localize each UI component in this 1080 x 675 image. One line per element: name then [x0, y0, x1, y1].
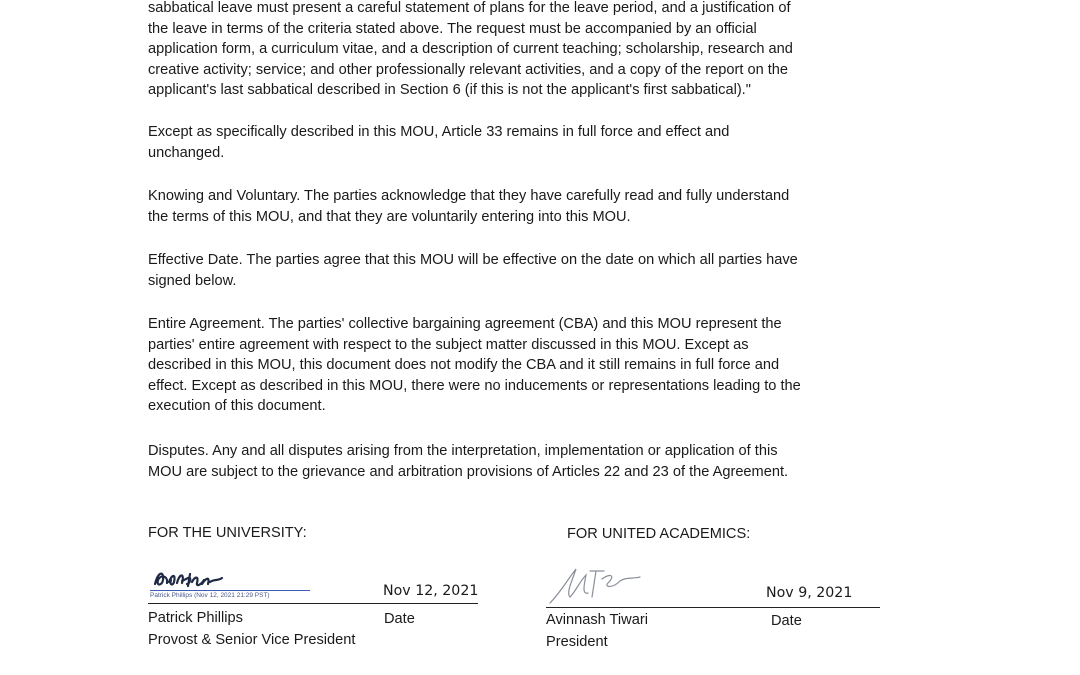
paragraph-effective-date — [148, 250, 928, 291]
union-heading: FOR UNITED ACADEMICS: — [567, 526, 751, 542]
university-esign-underline — [150, 590, 310, 591]
paragraph-article-33 — [148, 122, 928, 163]
text-line: effect. Except as described in this MOU, there were no inducements or representations leading to the — [148, 377, 801, 394]
university-signature-line — [148, 603, 478, 604]
university-date-value: Nov 12, 2021 — [383, 583, 479, 599]
text-line: the leave in terms of the criteria stated above. The request must be accompanied by an official — [148, 20, 757, 37]
text-line: application form, a curriculum vitae, and a description of current teaching; scholarship, research and — [148, 41, 793, 58]
paragraph-disputes — [148, 441, 928, 482]
text-line: described in this MOU, this document does not modify the CBA and it still remains in full force and — [148, 357, 780, 374]
university-signature-image — [152, 566, 232, 592]
text-line: applicant's last sabbatical described in Section 6 (if this is not the applicant's first sabbatical)." — [148, 82, 751, 99]
text-line: Except as specifically described in this MOU, Article 33 remains in full force and effect and — [148, 124, 730, 140]
university-heading: FOR THE UNIVERSITY: — [148, 525, 307, 541]
union-signature-image — [546, 565, 656, 607]
union-signer-title: President — [546, 634, 608, 650]
text-line: creative activity; service; and other professionally relevant activities, and a copy of the report on the — [148, 61, 789, 78]
union-date-label: Date — [771, 613, 802, 629]
text-line: signed below. — [148, 272, 237, 289]
paragraph-knowing-voluntary — [148, 186, 928, 227]
text-line: Knowing and Voluntary. The parties acknowledge that they have carefully read and fully understand — [148, 188, 790, 204]
university-date-label: Date — [384, 611, 415, 627]
text-line: MOU are subject to the grievance and arbitration provisions of Articles 22 and 23 of the Agreement. — [148, 463, 789, 480]
text-line: parties' entire agreement with respect to the subject matter discussed in this MOU. Except as — [148, 336, 749, 353]
union-signer-name: Avinnash Tiwari — [546, 612, 648, 628]
text-line: the terms of this MOU, and that they are voluntarily entering into this MOU. — [148, 208, 631, 225]
union-date-value: Nov 9, 2021 — [766, 585, 853, 601]
text-line: execution of this document. — [148, 398, 326, 415]
text-line: unchanged. — [148, 144, 225, 161]
paragraph-entire-agreement — [148, 314, 928, 417]
text-line: sabbatical leave must present a careful statement of plans for the leave period, and a justification of — [148, 0, 791, 16]
text-line: Effective Date. The parties agree that this MOU will be effective on the date on which all parties have — [148, 252, 798, 268]
university-signer-name: Patrick Phillips — [148, 610, 243, 626]
text-line: Disputes. Any and all disputes arising from the interpretation, implementation or application of this — [148, 443, 778, 459]
paragraph-sabbatical-continuation — [148, 0, 928, 101]
university-esign-stamp: Patrick Phillips (Nov 12, 2021 21:29 PST) — [150, 592, 270, 599]
union-signature-line — [546, 607, 880, 608]
university-signer-title: Provost & Senior Vice President — [148, 632, 356, 648]
text-line: Entire Agreement. The parties' collective bargaining agreement (CBA) and this MOU represent the — [148, 316, 782, 332]
